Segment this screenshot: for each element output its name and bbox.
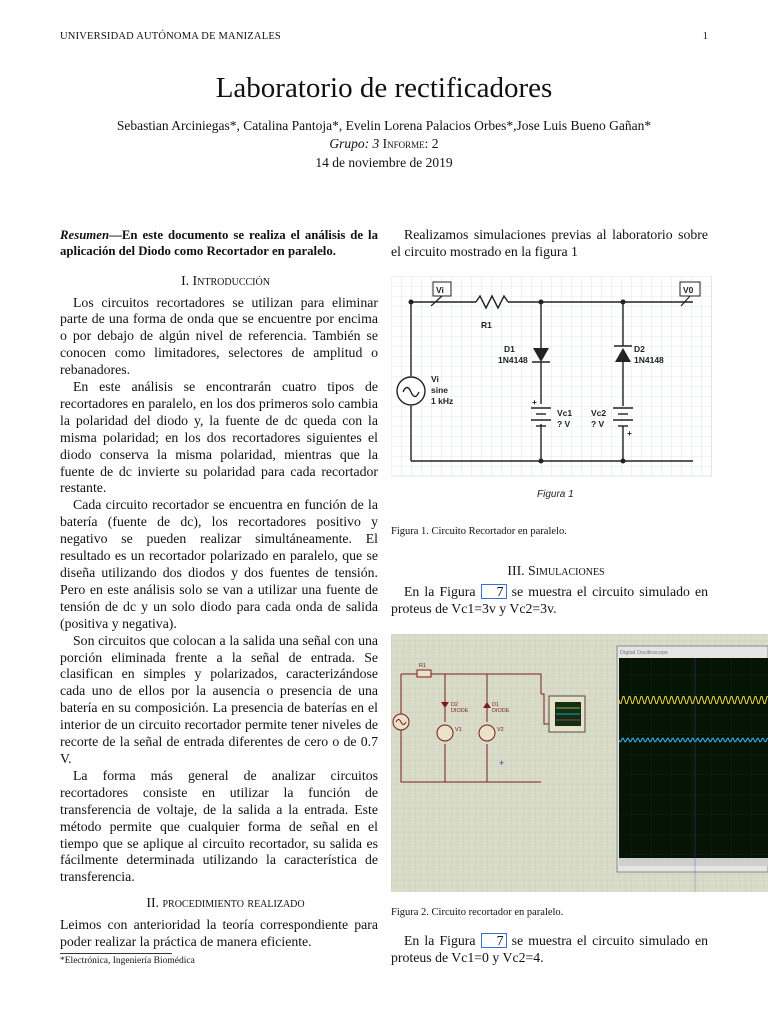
fig2-r1-label: R1	[419, 663, 427, 669]
group-line	[0, 136, 768, 152]
simulations-paragraph-2	[391, 933, 708, 967]
figure-ref-link[interactable]: 7	[481, 933, 507, 948]
d1-label: D1	[504, 344, 515, 354]
figure-1-circuit	[391, 276, 712, 516]
intro-paragraph: En este análisis se encontrarán cuatro tipos de recortadores en paralelo, en los dos primeros solo cambia la polaridad del diodo y, la fuente de dc queda con la misma polaridad; en los dos recortadores siguientes el diodo conserva la misma polaridad, mientras que la fuente de dc invierte su polaridad para cada recortador restante.	[60, 379, 378, 496]
footnote-rule	[60, 953, 172, 954]
paper-date: 14 de noviembre de 2019	[315, 155, 453, 170]
figure-2-caption: Figura 2. Circuito recortador en paralelo.	[391, 907, 564, 918]
section-heading-procedure: II. procedimiento realizado	[146, 895, 305, 911]
scope-window-title: Digital Oscilloscope	[620, 650, 668, 656]
vo-probe-label: V0	[683, 285, 694, 295]
vc1-plus: +	[532, 397, 537, 407]
figure-1-caption: Figura 1. Circuito Recortador en paralelo.	[391, 526, 567, 537]
vc1-value: ? V	[557, 419, 571, 429]
group-label: Grupo: 3	[329, 136, 380, 151]
fig2-d2-part: DIODE	[451, 708, 469, 714]
author-list: Sebastian Arciniegas*, Catalina Pantoja*, Evelin Lorena Palacios Orbes*,Jose Luis Bueno Gañan*	[116, 118, 652, 133]
vc2-label: Vc2	[591, 408, 607, 418]
intro-paragraph: Cada circuito recortador se encuentra en función de la batería (fuente de dc), los recortadores positivo y negativo se pueden realizar simultáneamente. El resultado es un recortador polarizado en paralelo, que se diseña utilizando dos diodos y dos fuentes de tensión. Pero en este análisis solo se van a utilizar una fuente de tensión de dc y un solo diodo para cada onda de salida (positiva y negativa).	[60, 497, 378, 631]
figure-ref-link[interactable]: 7	[481, 584, 507, 599]
left-column	[60, 228, 378, 951]
footnote: *Electrónica, Ingeniería Biomédica	[60, 956, 195, 966]
figure-2	[391, 634, 768, 892]
vc2-plus: +	[627, 428, 632, 438]
source-label: Vi	[431, 374, 439, 384]
page-number: 1	[702, 31, 708, 42]
paper-title: Laboratorio de rectificadores	[215, 72, 553, 104]
report-label: Informe: 2	[382, 136, 439, 151]
sim-p1-text-after: se muestra el circuito simulado en proteus de Vc1=3v y Vc2=3v.	[391, 583, 709, 616]
fig2-v1-label: V1	[455, 727, 462, 733]
source-freq-label: 1 kHz	[431, 396, 454, 406]
vc1-label: Vc1	[557, 408, 573, 418]
section-heading-simulations: III. Simulaciones	[507, 563, 605, 578]
vi-probe-label: Vi	[436, 285, 444, 295]
fig2-d2-label: D2	[451, 702, 459, 708]
sim-p2-text: En la Figura	[404, 933, 476, 948]
r1-label: R1	[481, 320, 492, 330]
fig2-v2-label: V2	[497, 727, 504, 733]
crosshair-marker: +	[499, 758, 505, 768]
sim-p1-text: En la Figura	[404, 583, 476, 599]
abstract-text: —En este documento se realiza el análisis de la aplicación del Diodo como Recortador en paralelo.	[60, 228, 378, 258]
figure-1	[391, 276, 712, 516]
simulations-section	[391, 563, 708, 618]
right-intro-text	[391, 227, 708, 261]
vc2-value: ? V	[591, 419, 605, 429]
intro-paragraph: Los circuitos recortadores se utilizan para eliminar parte de una forma de onda que se encuentre por encima o por debajo de algún nivel de referencia. También se conocen como limitadores, selectores de amplitud o rebanadores.	[60, 294, 378, 378]
introduction-section	[60, 273, 378, 951]
sim-p2-text-after: se muestra el circuito simulado en proteus de Vc1=0 y Vc2=4.	[391, 933, 709, 965]
abstract	[60, 228, 378, 260]
intro-paragraph: La forma más general de analizar circuitos recortadores consiste en utilizar la función de transferencia de voltaje, de la salida a la entrada. Este método permite que cualquier forma de señal en el tiempo que se aplique al circuito recortador, su salida es fácilmente determinada utilizando la característica de transferencia.	[60, 767, 378, 885]
right-intro-paragraph: Realizamos simulaciones previas al laboratorio sobre el circuito mostrado en la figura 1	[391, 227, 708, 259]
intro-paragraph: Son circuitos que colocan a la salida una señal con una porción eliminada frente a la señal de entrada. Se clasifican en simples y polarizados, caracterizándose cada uno de ellos por la ausencia o presencia de una batería en su composición. La presencia de baterías en el interior de un circuito recortador permite tener niveles de recorte de la señal de entrada diferentes de cero o de 0.7 V.	[60, 632, 378, 766]
d2-part-label: 1N4148	[634, 355, 664, 365]
running-header: UNIVERSIDAD AUTÓNOMA DE MANIZALES	[60, 31, 281, 42]
d1-part-label: 1N4148	[498, 355, 528, 365]
figure-2-simulation	[391, 634, 768, 892]
section-heading-intro: I. Introducción	[181, 272, 270, 288]
scope-scrollbar[interactable]	[619, 858, 768, 866]
simulations-paragraph-1	[391, 584, 708, 618]
fig2-d1-label: D1	[492, 702, 500, 708]
simulations-paragraph-2-block	[391, 933, 708, 967]
fig2-d1-part: DIODE	[492, 708, 510, 714]
source-type-label: sine	[431, 385, 449, 395]
d2-label: D2	[634, 344, 645, 354]
figure-1-inner-caption: Figura 1	[537, 489, 574, 500]
abstract-label: Resumen	[60, 228, 110, 242]
procedure-paragraph: Leimos con anterioridad la teoría correspondiente para poder realizar la práctica de manera eficiente.	[60, 917, 378, 950]
